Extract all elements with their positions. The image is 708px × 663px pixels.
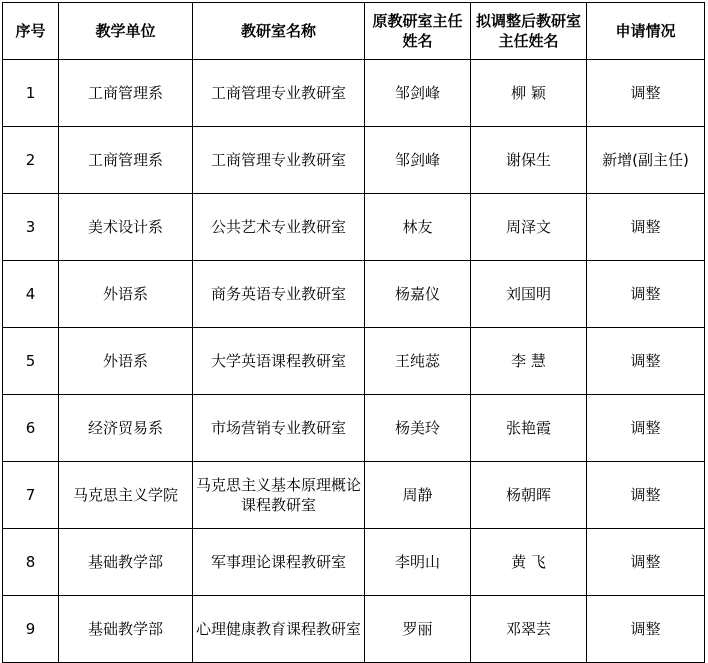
- table-row: [3, 194, 705, 261]
- table-row: [3, 462, 705, 529]
- cell-office: 大学英语课程教研室: [193, 328, 365, 395]
- table-body: [3, 60, 705, 663]
- cell-status: 调整: [587, 529, 705, 596]
- cell-office: 市场营销专业教研室: [193, 395, 365, 462]
- cell-status: 调整: [587, 395, 705, 462]
- cell-status: 调整: [587, 462, 705, 529]
- cell-unit: 外语系: [59, 261, 193, 328]
- cell-new-head: 李 慧: [471, 328, 587, 395]
- cell-office: 军事理论课程教研室: [193, 529, 365, 596]
- cell-no: 1: [3, 60, 59, 127]
- cell-new-head: 邓翠芸: [471, 596, 587, 663]
- cell-new-head: 周泽文: [471, 194, 587, 261]
- adjustment-table: [2, 2, 705, 663]
- cell-new-head: 黄 飞: [471, 529, 587, 596]
- cell-old-head: 罗丽: [365, 596, 471, 663]
- table-row: [3, 261, 705, 328]
- cell-status: 调整: [587, 596, 705, 663]
- cell-old-head: 周静: [365, 462, 471, 529]
- cell-office: 心理健康教育课程教研室: [193, 596, 365, 663]
- cell-unit: 外语系: [59, 328, 193, 395]
- table-header: [3, 3, 705, 60]
- cell-no: 7: [3, 462, 59, 529]
- table-row: [3, 395, 705, 462]
- cell-status: 调整: [587, 60, 705, 127]
- cell-new-head: 杨朝晖: [471, 462, 587, 529]
- cell-no: 5: [3, 328, 59, 395]
- cell-no: 6: [3, 395, 59, 462]
- cell-office: 商务英语专业教研室: [193, 261, 365, 328]
- cell-no: 4: [3, 261, 59, 328]
- cell-unit: 美术设计系: [59, 194, 193, 261]
- cell-unit: 经济贸易系: [59, 395, 193, 462]
- cell-no: 3: [3, 194, 59, 261]
- cell-new-head: 柳 颖: [471, 60, 587, 127]
- header-cell-office: 教研室名称: [193, 3, 365, 60]
- cell-unit: 基础教学部: [59, 529, 193, 596]
- cell-no: 2: [3, 127, 59, 194]
- table-row: [3, 596, 705, 663]
- cell-old-head: 王纯蕊: [365, 328, 471, 395]
- cell-status: 调整: [587, 261, 705, 328]
- table-row: [3, 529, 705, 596]
- header-cell-old-head: 原教研室主任姓名: [365, 3, 471, 60]
- cell-no: 8: [3, 529, 59, 596]
- table-header-row: [3, 3, 705, 60]
- cell-old-head: 林友: [365, 194, 471, 261]
- cell-office: 工商管理专业教研室: [193, 127, 365, 194]
- cell-new-head: 刘国明: [471, 261, 587, 328]
- cell-office: 马克思主义基本原理概论课程教研室: [193, 462, 365, 529]
- table-row: [3, 328, 705, 395]
- cell-unit: 基础教学部: [59, 596, 193, 663]
- cell-old-head: 杨美玲: [365, 395, 471, 462]
- cell-unit: 马克思主义学院: [59, 462, 193, 529]
- cell-new-head: 张艳霞: [471, 395, 587, 462]
- header-cell-new-head: 拟调整后教研室主任姓名: [471, 3, 587, 60]
- cell-status: 新增(副主任): [587, 127, 705, 194]
- cell-no: 9: [3, 596, 59, 663]
- cell-office: 工商管理专业教研室: [193, 60, 365, 127]
- cell-status: 调整: [587, 194, 705, 261]
- header-cell-unit: 教学单位: [59, 3, 193, 60]
- cell-old-head: 邹剑峰: [365, 127, 471, 194]
- header-cell-no: 序号: [3, 3, 59, 60]
- cell-old-head: 李明山: [365, 529, 471, 596]
- cell-new-head: 谢保生: [471, 127, 587, 194]
- table-row: [3, 60, 705, 127]
- table-row: [3, 127, 705, 194]
- cell-unit: 工商管理系: [59, 127, 193, 194]
- cell-old-head: 杨嘉仪: [365, 261, 471, 328]
- cell-office: 公共艺术专业教研室: [193, 194, 365, 261]
- cell-unit: 工商管理系: [59, 60, 193, 127]
- cell-status: 调整: [587, 328, 705, 395]
- cell-old-head: 邹剑峰: [365, 60, 471, 127]
- header-cell-status: 申请情况: [587, 3, 705, 60]
